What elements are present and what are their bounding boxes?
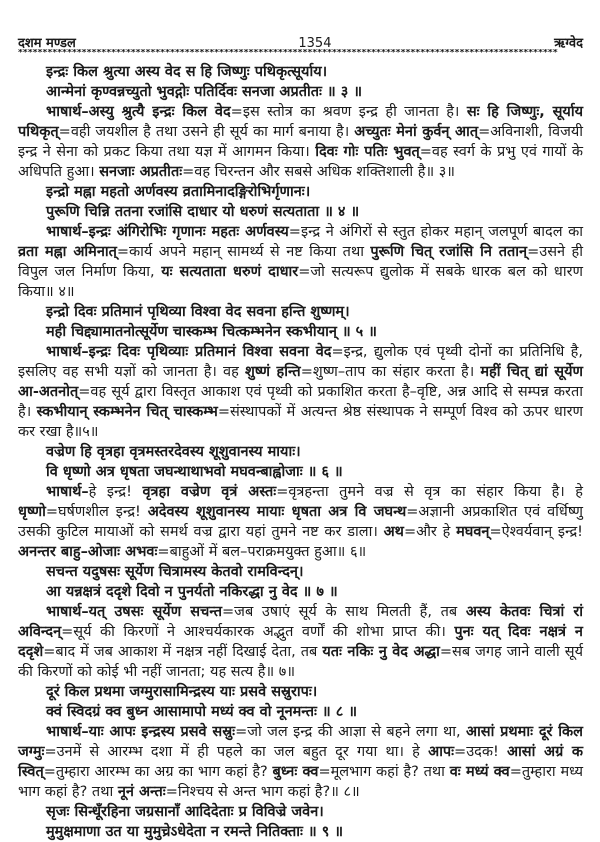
section-title: दशम मण्डल <box>18 36 76 51</box>
translation-text: हे इन्द्र! <box>88 484 143 500</box>
sanskrit-term: अच्युतः मेनां कुर्वन् आत् <box>354 124 479 140</box>
sanskrit-term: भाषार्थ–इन्द्रः अंगिरोभिः गृणानः महतः अर्णवस्य <box>46 224 289 240</box>
verse-line: मही चिद्द्यामातनोत्सूर्येण चास्कम्भ चित्कम्भनेन स्कभीयान् ॥ ५ ॥ <box>46 324 377 340</box>
sanskrit-term: अनन्तर बाहु–ओजाः अभवः <box>18 544 158 560</box>
translation-text: =बाद में जब आकाश में नक्षत्र नहीं दिखाई देता, तब <box>43 644 323 660</box>
verse-line: इन्द्रो दिवः प्रतिमानं पृथिव्या विश्वा वेद सवना हन्ति शुष्णम्। <box>46 304 350 320</box>
sanskrit-term: शुष्णं हन्ति <box>244 364 301 380</box>
verse-line: सचन्त यदुषसः सूर्येण चित्रामस्य केतवो रामविन्दन्। <box>46 564 304 580</box>
translation-text: =इन्द्र ने अंगिरों से स्तुत होकर महान् जलपूर्ण बादल का <box>288 224 583 240</box>
commentary-paragraph <box>18 722 583 802</box>
sanskrit-term: पुरूणि चित् रजांसि नि ततान् <box>370 244 528 260</box>
translation-text: =तुम्हारा आरम्भ का अग्र का भाग कहां है? <box>43 764 273 780</box>
translation-text: =ऐश्वर्यवान् इन्द्र! <box>489 524 583 540</box>
translation-text: =वह स्वर्ग के प्रभु एवं गायों के अधिपति हुआ। <box>18 144 583 180</box>
sanskrit-term: बुध्नः क्व <box>272 764 319 780</box>
translation-text: =घर्षणशील इन्द्र! <box>45 504 148 520</box>
sanskrit-term: अथ <box>383 524 404 540</box>
translation-text: =इस स्तोत्र का श्रवण इन्द्र ही जानता है। <box>230 104 467 120</box>
translation-text: =वह चिरन्तन और सबसे अधिक शक्तिशाली है॥ ३॥ <box>182 164 455 180</box>
translation-text: =वृत्रहन्ता तुमने वज्र से वृत्र का संहार किया है। हे <box>276 484 583 500</box>
sanskrit-term: अस्य केतवः चित्रां रां अविन्दन् <box>18 604 583 640</box>
commentary-paragraph <box>18 342 583 442</box>
book-title: ऋग्वेद <box>554 36 583 51</box>
translation-text: =उसने ही विपुल जल निर्माण किया, <box>18 244 583 280</box>
translation-text: =जो सत्यरूप द्युलोक में सबके धारक बल को धारण किया॥ ४॥ <box>18 264 584 300</box>
translation-text: =तुम्हारा मध्य भाग कहां है? तथा <box>18 764 583 800</box>
sanskrit-term: पुनः यत् दिवः नक्षत्रं न ददृशे <box>18 624 583 660</box>
translation-text: =वही जयशील है तथा उसने ही सूर्य का मार्ग बनाया है। <box>58 124 355 140</box>
page-body <box>18 62 583 842</box>
page-header <box>18 33 583 49</box>
translation-text: =निश्चय से अन्त भाग कहां है?॥ ८॥ <box>165 784 360 800</box>
page-number: 1354 <box>298 36 332 51</box>
translation-text: =उनमें से आरम्भ दशा में ही पहले का जल बहुत दूर गया था। हे <box>44 744 429 760</box>
translation-text: =मूलभाग कहां है? तथा <box>318 764 450 780</box>
sanskrit-term: भाषार्थ–इन्द्रः दिवः पृथिव्याः प्रतिमानं विश्वा सवना वेद <box>46 344 332 360</box>
translation-text: =सूर्य की किरणों ने आश्चर्यकारक अद्भुत वर्णों की शोभा प्राप्त की। <box>61 624 455 640</box>
commentary-paragraph <box>18 602 583 682</box>
translation-text: =और हे <box>403 524 457 540</box>
verse-line: दूरं किल प्रथमा जग्मुरासामिन्द्रस्य याः प्रसवे सस्रुरापः। <box>46 684 318 700</box>
verse-line: वि धृष्णो अत्र धृषता जघन्थाथाभवो मघवन्बाह्वोजाः ॥ ६ ॥ <box>46 464 343 480</box>
translation-text: =शुष्ण–ताप का संहार करता है। <box>300 364 481 380</box>
sanskrit-term: भाषार्थ– <box>46 484 89 500</box>
verse-line: आन्मेनां कृण्वन्नच्युतो भुवद्गोः पतिर्दिवः सनजा अप्रतीतः ॥ ३ ॥ <box>46 84 362 100</box>
translation-text: =उदक! <box>454 744 507 760</box>
sanskrit-term: स्कभीयान् स्कम्भनेन चित् चास्कम्भ <box>36 404 218 420</box>
verse-line: इन्द्रः किल श्रुत्या अस्य वेद स हि जिष्णुः पथिकृत्सूर्याय। <box>46 64 328 80</box>
sanskrit-term: आपः <box>428 744 455 760</box>
commentary-paragraph <box>18 102 583 182</box>
translation-text: =वह सूर्य द्वारा विस्तृत आकाश एवं पृथ्वी को प्रकाशित करता है–वृष्टि, अन्न आदि से सम्पन्न करता है। <box>18 384 583 420</box>
sanskrit-term: धृष्णो <box>18 504 46 520</box>
translation-text: =इन्द्र, द्युलोक एवं पृथ्वी दोनों का प्रतिनिधि है, इसलिए वह सभी यज्ञों को जानता है। वह <box>18 344 583 380</box>
sanskrit-term: वः मध्यं क्व <box>449 764 510 780</box>
sanskrit-term: महीं चित् द्यां सूर्येण आ-अतनोत् <box>18 364 583 400</box>
translation-text: =कार्य अपने महान् सामर्थ्य से नष्ट किया तथा <box>116 244 371 260</box>
sanskrit-term: नूनं अन्तः <box>117 784 166 800</box>
commentary-paragraph <box>18 222 583 302</box>
sanskrit-term: व्रता मह्ना अमिनात् <box>18 244 117 260</box>
verse-line: क्वं स्विदग्रं क्व बुध्न आसामापो मध्यं क्व वो नूनमन्तः ॥ ८ ॥ <box>46 704 358 720</box>
sanskrit-term: मघवन् <box>456 524 490 540</box>
verse-line: इन्द्रो मह्ना महतो अर्णवस्य व्रतामिनादङ्गिरोभिर्गृणानः। <box>46 184 311 200</box>
sanskrit-term: आसां प्रथमाः दूरं किल जग्मुः <box>18 724 584 760</box>
sanskrit-term: सनजाः अप्रतीतः <box>99 164 183 180</box>
commentary-paragraph <box>18 482 583 562</box>
sanskrit-term: दिवः गोः पतिः भुवत् <box>315 144 420 160</box>
sanskrit-term: यः सत्यताता धरुणं दाधार <box>161 264 299 280</box>
asterisk-divider: ************************************************************************************************************** <box>18 49 558 58</box>
verse-line: वज्रेण हि वृत्रहा वृत्रमस्तरदेवस्य शूशुवानस्य मायाः। <box>46 444 301 460</box>
verse-line: सृजः सिन्धूँरहिना जग्रसानाँ आदिदेताः प्र विविज्रे जवेन। <box>46 804 324 820</box>
sanskrit-term: सः हि जिष्णुः, सूर्याय पथिकृत् <box>18 104 584 140</box>
sanskrit-term: यतः नकिः नु वेद अद्धा <box>322 644 440 660</box>
translation-text: =संस्थापकों में अत्यन्त श्रेष्ठ संस्थापक ने सम्पूर्ण विश्व को ऊपर धारण कर रखा है॥५॥ <box>18 404 583 440</box>
translation-text: =अविनाशी, विजयी इन्द्र ने सेना को प्रकट किया तथा यज्ञ में आगमन किया। <box>18 124 583 160</box>
translation-text: =जो जल इन्द्र की आज्ञा से बहने लगा था, <box>235 724 466 740</box>
sanskrit-term: वृत्रहा वज्रेण वृत्रं अस्तः <box>142 484 277 500</box>
translation-text: =अज्ञानी अप्रकाशित एवं वर्धिष्णु उसकी कुटिल मायाओं को समर्थ वज्र द्वारा यहां तुमने नष्ट कर डाला। <box>18 504 583 540</box>
verse-line: पुरूणि चिन्नि ततना रजांसि दाधार यो धरुणं सत्यताता ॥ ४ ॥ <box>46 204 360 220</box>
verse-line: आ यन्नक्षत्रं ददृशे दिवो न पुनर्यतो नकिरद्धा नु वेद ॥ ७ ॥ <box>46 584 338 600</box>
translation-text: =सब जगह जाने वाली सूर्य की किरणों को कोई भी नहीं जानता; यह सत्य है॥ ७॥ <box>18 644 583 680</box>
sanskrit-term: भाषार्थ–अस्यु श्रुत्यै इन्द्रः किल वेद <box>46 104 231 120</box>
translation-text: =जब उषाएं सूर्य के साथ मिलती हैं, तब <box>222 604 466 620</box>
sanskrit-term: आसां अग्रं क स्वित् <box>18 744 584 780</box>
sanskrit-term: भाषार्थ–यत् उषसः सूर्येण सचन्त <box>46 604 223 620</box>
translation-text: =बाहुओं में बल–पराक्रमयुक्त हुआ॥ ६॥ <box>157 544 367 560</box>
sanskrit-term: अदेवस्य शूशुवानस्य मायाः धृषता अत्र वि जघन्थ <box>147 504 407 520</box>
verse-line: मुमुक्षमाणा उत या मुमुच्रेऽधेदेता न रमन्ते नितिक्ताः ॥ ९ ॥ <box>46 824 344 840</box>
sanskrit-term: भाषार्थ–याः आपः इन्द्रस्य प्रसवे सस्रुः <box>46 724 236 740</box>
